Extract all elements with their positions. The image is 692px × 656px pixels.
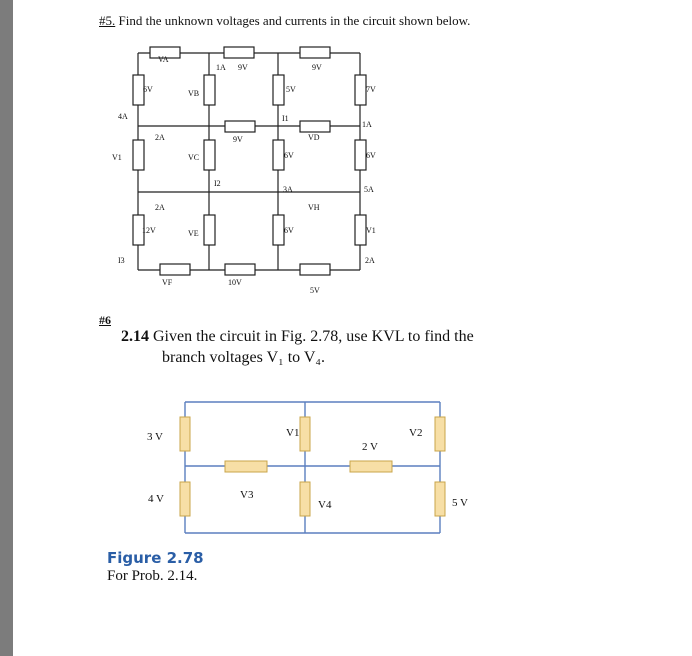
c1-label: I3 [118,256,125,265]
c1-label: VA [158,55,169,64]
c1-label: 12V [142,226,156,235]
c1-label: 3A [283,185,293,194]
problem-6-heading: #6 [99,313,111,327]
c1-label: 2A [365,256,375,265]
c1-label: VH [308,203,320,212]
c1-label: VE [188,229,199,238]
c2-label: V4 [318,499,332,511]
figure-title: Figure 2.78 [107,549,204,567]
problem-6-number: 2.14 [121,328,149,345]
c1-label: I2 [214,179,221,188]
c2-label: V1 [286,427,300,439]
c1-label: 6V [366,151,376,160]
circuit-diagram-1 [0,0,692,310]
c1-label: 6V [143,85,153,94]
c2-label: V2 [409,427,423,439]
c2-label: 3 V [147,431,163,443]
c1-label: 5V [310,286,320,295]
c1-label: 5A [364,185,374,194]
c1-label: 9V [312,63,322,72]
c1-label: 4A [118,112,128,121]
c1-label: 1A [216,63,226,72]
c1-label: 10V [228,278,242,287]
c2-label: 4 V [148,493,164,505]
c1-label: VF [162,278,173,287]
problem-6-line2: branch voltages V₁ to V₄. [162,349,325,366]
figure-caption: For Prob. 2.14. [107,568,198,584]
c1-label: I1 [282,114,289,123]
c1-label: V1 [366,226,376,235]
c2-label: 5 V [452,497,468,509]
c1-label: 9V [238,63,248,72]
c1-label: VD [308,133,320,142]
circuit-diagram-2 [0,390,692,550]
c2-label: 2 V [362,441,378,453]
c2-label: V3 [240,489,254,501]
problem-6-line1: Given the circuit in Fig. 2.78, use KVL to find the [153,328,474,345]
c1-label: 5V [286,85,296,94]
c1-label: VC [188,153,200,162]
c1-label: 6V [284,226,294,235]
problem-6-text [121,326,521,368]
c1-label: 6V [284,151,294,160]
c1-label: 7V [366,85,376,94]
problem-5-text: Find the unknown voltages and currents in the circuit shown below. [118,13,471,28]
c1-label: 1A [362,120,372,129]
c1-label: VB [188,89,200,98]
c1-label: 2A [155,203,165,212]
c1-label: 9V [233,135,243,144]
c1-label: 2A [155,133,165,142]
problem-5-number: #5. [99,13,116,28]
c1-label: V1 [112,153,122,162]
